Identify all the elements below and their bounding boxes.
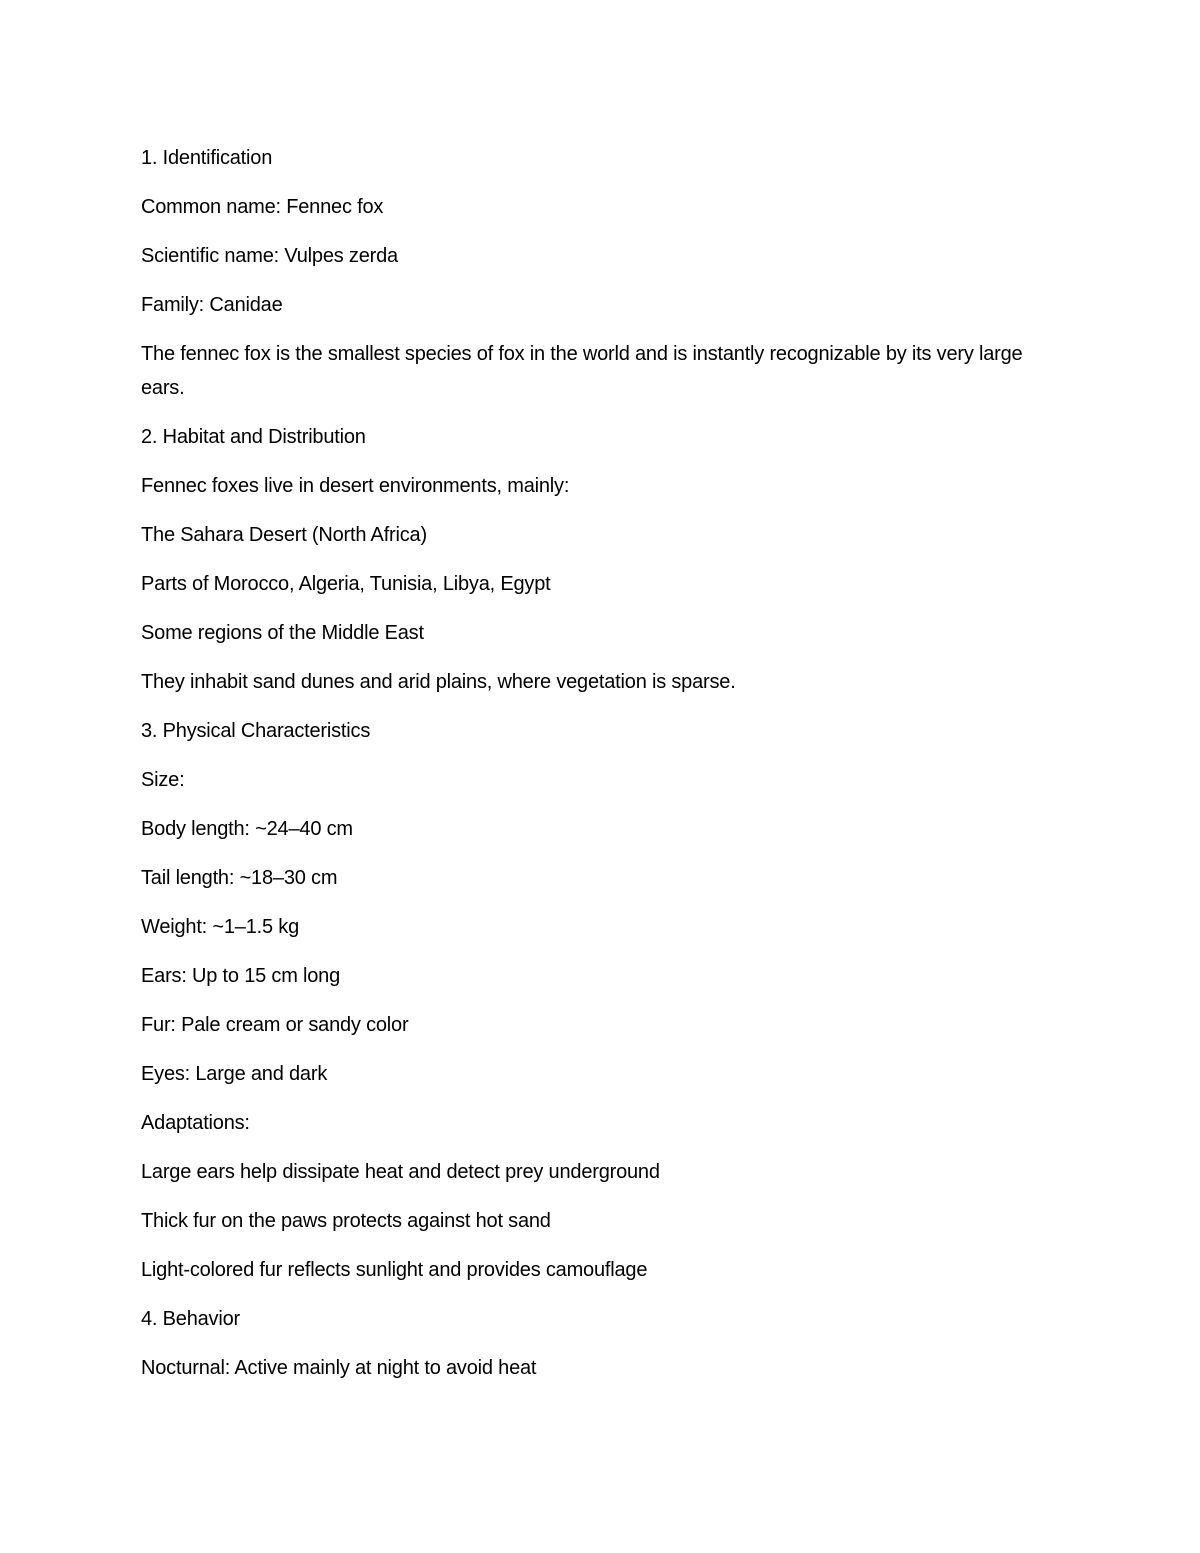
adaptation-ears: Large ears help dissipate heat and detect prey underground: [141, 1161, 660, 1183]
section-heading-identification: 1. Identification: [141, 147, 273, 169]
adaptation-fur-color: Light-colored fur reflects sunlight and provides camouflage: [141, 1259, 648, 1281]
section-heading-physical: 3. Physical Characteristics: [141, 720, 371, 742]
adaptation-paws: Thick fur on the paws protects against hot sand: [141, 1210, 551, 1232]
scientific-name-line: Scientific name: Vulpes zerda: [141, 245, 398, 267]
fur-line: Fur: Pale cream or sandy color: [141, 1014, 409, 1036]
habitat-item-sahara: The Sahara Desert (North Africa): [141, 524, 427, 546]
document-body: [141, 141, 1071, 1400]
size-label: Size:: [141, 769, 185, 791]
eyes-line: Eyes: Large and dark: [141, 1063, 328, 1085]
common-name-line: Common name: Fennec fox: [141, 196, 384, 218]
habitat-description: They inhabit sand dunes and arid plains, where vegetation is sparse.: [141, 671, 736, 693]
habitat-item-middle-east: Some regions of the Middle East: [141, 622, 424, 644]
weight-line: Weight: ~1–1.5 kg: [141, 916, 300, 938]
adaptations-label: Adaptations:: [141, 1112, 250, 1134]
identification-description: The fennec fox is the smallest species of fox in the world and is instantly recognizable by its very large ears.: [141, 343, 1023, 399]
habitat-item-countries: Parts of Morocco, Algeria, Tunisia, Libya, Egypt: [141, 573, 551, 595]
habitat-intro: Fennec foxes live in desert environments, mainly:: [141, 475, 570, 497]
family-line: Family: Canidae: [141, 294, 283, 316]
ears-line: Ears: Up to 15 cm long: [141, 965, 341, 987]
section-heading-habitat: 2. Habitat and Distribution: [141, 426, 366, 448]
body-length-line: Body length: ~24–40 cm: [141, 818, 353, 840]
tail-length-line: Tail length: ~18–30 cm: [141, 867, 338, 889]
section-heading-behavior: 4. Behavior: [141, 1308, 240, 1330]
behavior-nocturnal: Nocturnal: Active mainly at night to avoid heat: [141, 1357, 537, 1379]
